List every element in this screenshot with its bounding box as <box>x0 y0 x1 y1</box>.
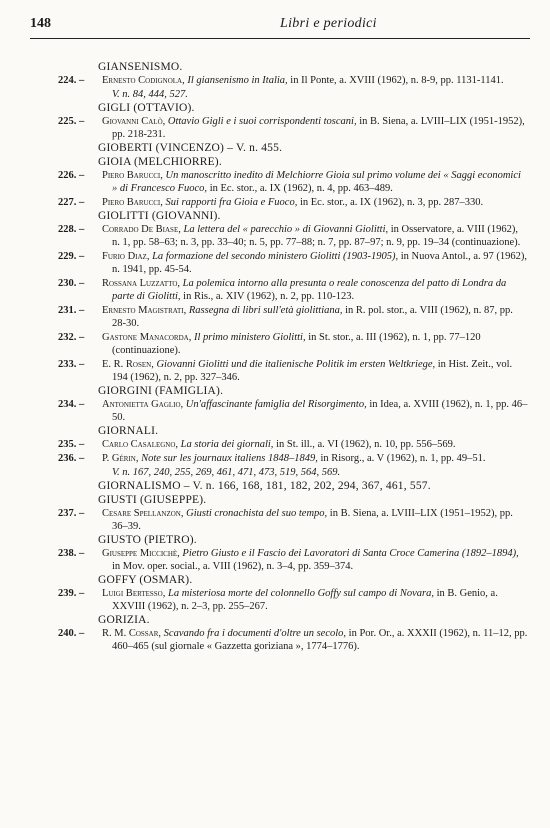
entry-number: 229. – <box>58 251 85 262</box>
bibliography-entry <box>0 452 528 465</box>
entry-number: 238. – <box>58 548 85 559</box>
section-heading: GIOIA (MELCHIORRE). <box>98 156 222 168</box>
entry-publication: in Ec. stor., a. IX (1962), n. 3, pp. 287–330. <box>299 197 484 208</box>
entry-author: Ernesto Codignola, <box>102 75 185 86</box>
entry-number: 236. – <box>58 453 85 464</box>
entry-author: Corrado De Biase, <box>102 224 181 235</box>
page-number: 148 <box>30 16 51 31</box>
section-heading: GIUSTI (GIUSEPPE). <box>98 494 207 506</box>
entry-publication: in B. Genio, a. XXVIII (1962), n. 2–3, pp. 255–267. <box>112 588 498 612</box>
cross-reference: V. n. 167, 240, 255, 269, 461, 471, 473, 519, 564, 569. <box>112 467 341 478</box>
entry-author: P. Gérin, <box>102 453 139 464</box>
bibliography-body <box>0 60 550 654</box>
entry-title: Rassegna di libri sull'età giolittiana, <box>188 305 343 316</box>
entry-publication: in Ec. stor., a. IX (1962), n. 4, pp. 463–489. <box>209 183 393 194</box>
bibliography-entry <box>0 507 528 533</box>
entry-title: Giovanni Giolitti und die italienische Politik im ersten Weltkriege, <box>156 359 436 370</box>
bibliography-entry <box>0 398 528 424</box>
entry-author: Carlo Casalegno, <box>102 439 179 450</box>
entry-title: Giusti cronachista del suo tempo, <box>186 508 328 519</box>
entry-number: 239. – <box>58 588 85 599</box>
section-heading: GIORNALISMO – V. n. 166, 168, 181, 182, 202, 294, 367, 461, 557. <box>98 480 431 492</box>
entry-title: La misteriosa morte del colonnello Goffy sul campo di Novara, <box>167 588 434 599</box>
entry-publication: in Idea, a. XVIII (1962), n. 1, pp. 46–50. <box>112 399 528 423</box>
bibliography-entry <box>0 358 528 384</box>
entry-publication: in Il Ponte, a. XVIII (1962), n. 8-9, pp. 1131-1141. <box>290 75 504 86</box>
section-heading: GIORNALI. <box>98 425 159 437</box>
entry-author: E. R. Rosen, <box>102 359 154 370</box>
entry-title: Scavando fra i documenti d'oltre un secolo, <box>163 628 347 639</box>
entry-number: 235. – <box>58 439 85 450</box>
section-heading: GIANSENISMO. <box>98 61 183 73</box>
entry-author: Cesare Spellanzon, <box>102 508 184 519</box>
bibliography-entry <box>0 587 528 613</box>
bibliography-entry <box>0 438 528 451</box>
bibliography-entry <box>0 304 528 330</box>
entry-title: La lettera del « parecchio » di Giovanni Giolitti, <box>183 224 389 235</box>
entry-title: Ottavio Gigli e i suoi corrispondenti toscani, <box>167 116 357 127</box>
entry-publication: in Nuova Antol., a. 97 (1962), n. 1941, pp. 45-54. <box>112 251 528 275</box>
section-heading: GIOBERTI (VINCENZO) – V. n. 455. <box>98 142 283 154</box>
entry-title: Il primo ministero Giolitti, <box>193 332 306 343</box>
entry-author: Giuseppe Miccichè, <box>102 548 180 559</box>
bibliography-entry <box>0 627 528 653</box>
bibliography-entry <box>0 74 528 87</box>
section-heading: GIUSTO (PIETRO). <box>98 534 197 546</box>
bibliography-entry <box>0 115 528 141</box>
entry-author: Luigi Bertesso, <box>102 588 166 599</box>
entry-publication: in St. stor., a. III (1962), n. 1, pp. 77–120 (continuazione). <box>112 332 481 356</box>
entry-title: Un'affascinante famiglia del Risorgimento, <box>185 399 367 410</box>
entry-number: 230. – <box>58 278 85 289</box>
entry-publication: in Risorg., a. V (1962), n. 1, pp. 49–51. <box>320 453 486 464</box>
entry-number: 240. – <box>58 628 85 639</box>
entry-number: 226. – <box>58 170 85 181</box>
entry-number: 233. – <box>58 359 85 370</box>
entry-title: Sui rapporti fra Gioia e Fuoco, <box>165 197 298 208</box>
entry-number: 224. – <box>58 75 85 86</box>
entry-title: La formazione del secondo ministero Giolitti (1903-1905), <box>152 251 399 262</box>
section-heading: GIOLITTI (GIOVANNI). <box>98 210 221 222</box>
bibliography-entry <box>0 331 528 357</box>
entry-author: Gastone Manacorda, <box>102 332 192 343</box>
entry-author: Rossana Luzzatto, <box>102 278 181 289</box>
entry-publication: in Mov. oper. social., a. VIII (1962), n. 3–4, pp. 359–374. <box>112 561 354 572</box>
cross-reference: V. n. 84, 444, 527. <box>112 89 188 100</box>
entry-publication: in Por. Or., a. XXXII (1962), n. 11–12, pp. 460–465 (sul giornale « Gazzetta goriziana », 1774–1776). <box>112 628 528 652</box>
entry-publication: in B. Siena, a. LVIII–LIX (1951-1952), pp. 218-231. <box>112 116 525 140</box>
entry-publication: in St. ill., a. VI (1962), n. 10, pp. 556–569. <box>276 439 456 450</box>
bibliography-entry <box>0 169 528 195</box>
entry-publication: in B. Siena, a. LVIII–LIX (1951–1952), pp. 36–39. <box>112 508 513 532</box>
bibliography-entry <box>0 547 528 573</box>
entry-title: La polemica intorno alla presunta o reale conoscenza del patto di Londra da parte di Giolitti, <box>112 278 507 302</box>
bibliography-entry <box>0 223 528 249</box>
section-heading: GIGLI (OTTAVIO). <box>98 102 195 114</box>
entry-title: Pietro Giusto e il Fascio dei Lavoratori di Santa Croce Camerina (1892–1894), <box>182 548 519 559</box>
entry-publication: in Hist. Zeit., vol. 194 (1962), n. 2, pp. 327–346. <box>112 359 513 383</box>
entry-author: Giovanni Calò, <box>102 116 166 127</box>
section-heading: GOFFY (OSMAR). <box>98 574 193 586</box>
entry-author: Ernesto Magistrati, <box>102 305 187 316</box>
entry-number: 234. – <box>58 399 85 410</box>
running-header <box>30 12 530 39</box>
entry-number: 227. – <box>58 197 85 208</box>
entry-number: 231. – <box>58 305 85 316</box>
entry-publication: in R. pol. stor., a. VIII (1962), n. 87, pp. 28-30. <box>112 305 513 329</box>
entry-author: Furio Diaz, <box>102 251 150 262</box>
bibliography-entry <box>0 196 528 209</box>
bibliography-entry <box>0 277 528 303</box>
entry-number: 237. – <box>58 508 85 519</box>
entry-title: La storia dei giornali, <box>180 439 274 450</box>
running-title: Libri e periodici <box>280 16 377 31</box>
entry-publication: in Ris., a. XIV (1962), n. 2, pp. 110-123. <box>183 291 355 302</box>
section-heading: GIORGINI (FAMIGLIA). <box>98 385 224 397</box>
entry-title: Un manoscritto inedito di Melchiorre Gioia sul primo volume dei « Saggi economici » di Francesco Fuoco, <box>112 170 521 194</box>
entry-number: 232. – <box>58 332 85 343</box>
section-heading: GORIZIA. <box>98 614 150 626</box>
entry-author: Piero Barucci, <box>102 170 163 181</box>
entry-number: 225. – <box>58 116 85 127</box>
entry-author: R. M. Cossar, <box>102 628 162 639</box>
entry-number: 228. – <box>58 224 85 235</box>
entry-author: Antonietta Gaglio, <box>102 399 184 410</box>
entry-title: Note sur les journaux italiens 1848–1849, <box>141 453 318 464</box>
entry-publication: in Osservatore, a. VIII (1962), n. 1, pp. 58–63; n. 3, pp. 33–40; n. 5, pp. 77–88; n. 7, pp. 87–97; n. 9, pp. 19–34 (continuazione). <box>112 224 521 248</box>
entry-author: Piero Barucci, <box>102 197 163 208</box>
bibliography-entry <box>0 250 528 276</box>
entry-title: Il giansenismo in Italia, <box>187 75 288 86</box>
